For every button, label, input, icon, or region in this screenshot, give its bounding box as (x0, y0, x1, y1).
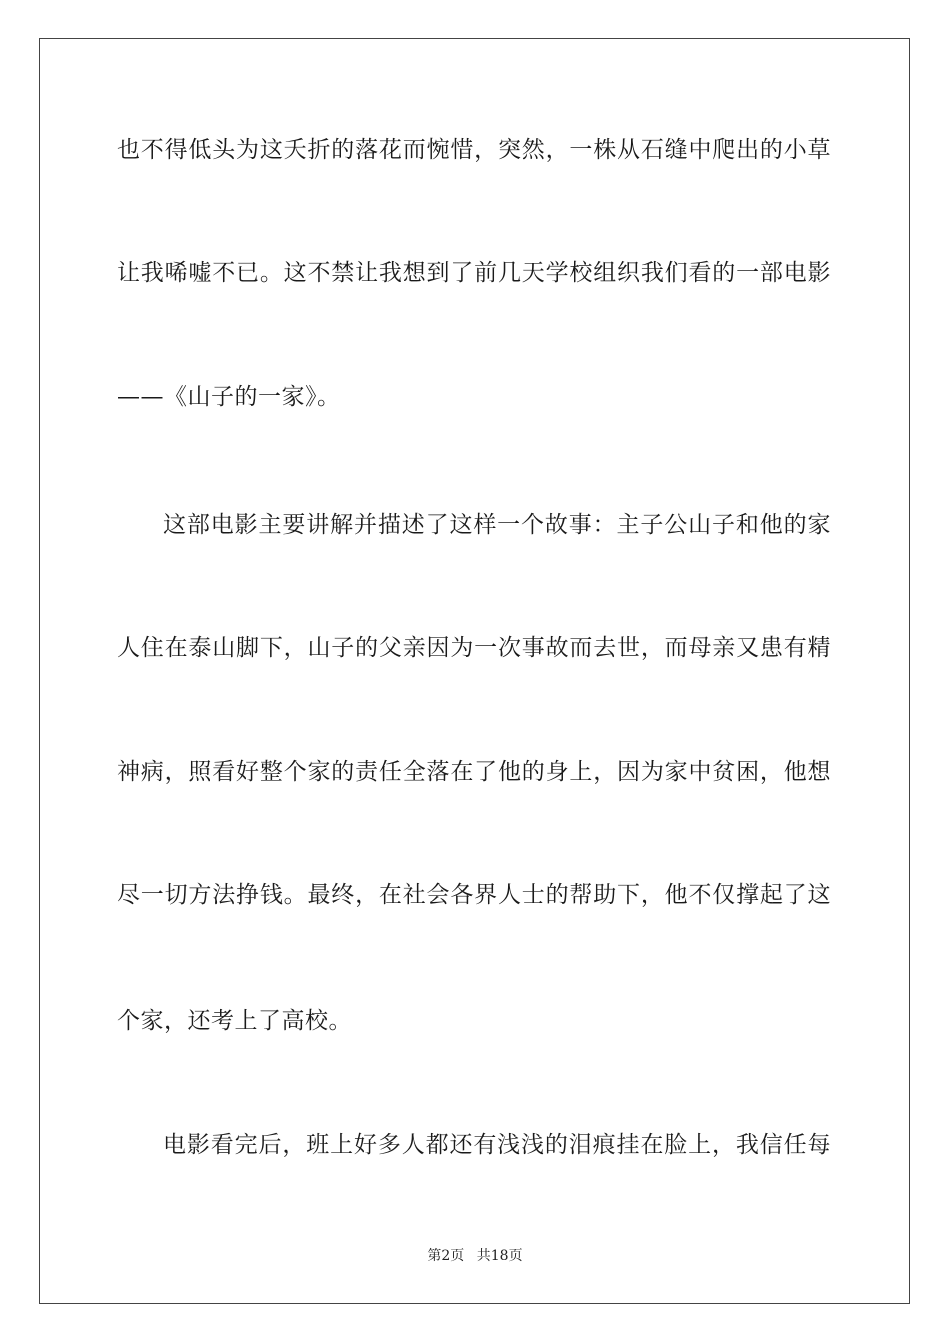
text-line-4: 这部电影主要讲解并描述了这样一个故事：主子公山子和他的家 (163, 512, 831, 538)
text-line-7: 尽一切方法挣钱。最终，在社会各界人士的帮助下，他不仅撑起了这 (117, 882, 831, 908)
text-line-3: ——《山子的一家》。 (117, 384, 341, 410)
text-line-5: 人住在泰山脚下，山子的父亲因为一次事故而去世，而母亲又患有精 (117, 635, 831, 661)
page-footer (0, 1247, 950, 1265)
text-line-1: 也不得低头为这夭折的落花而惋惜，突然，一株从石缝中爬出的小草 (117, 137, 831, 163)
page-number-total: 共18页 (476, 1248, 523, 1264)
page-border (39, 38, 910, 1304)
text-line-6: 神病，照看好整个家的责任全落在了他的身上，因为家中贫困，他想 (117, 759, 831, 785)
text-line-2: 让我唏嘘不已。这不禁让我想到了前几天学校组织我们看的一部电影 (117, 260, 831, 286)
page-number-current: 第2页 (427, 1248, 465, 1264)
text-line-9: 电影看完后，班上好多人都还有浅浅的泪痕挂在脸上，我信任每 (163, 1132, 831, 1158)
text-line-8: 个家，还考上了高校。 (117, 1008, 352, 1034)
